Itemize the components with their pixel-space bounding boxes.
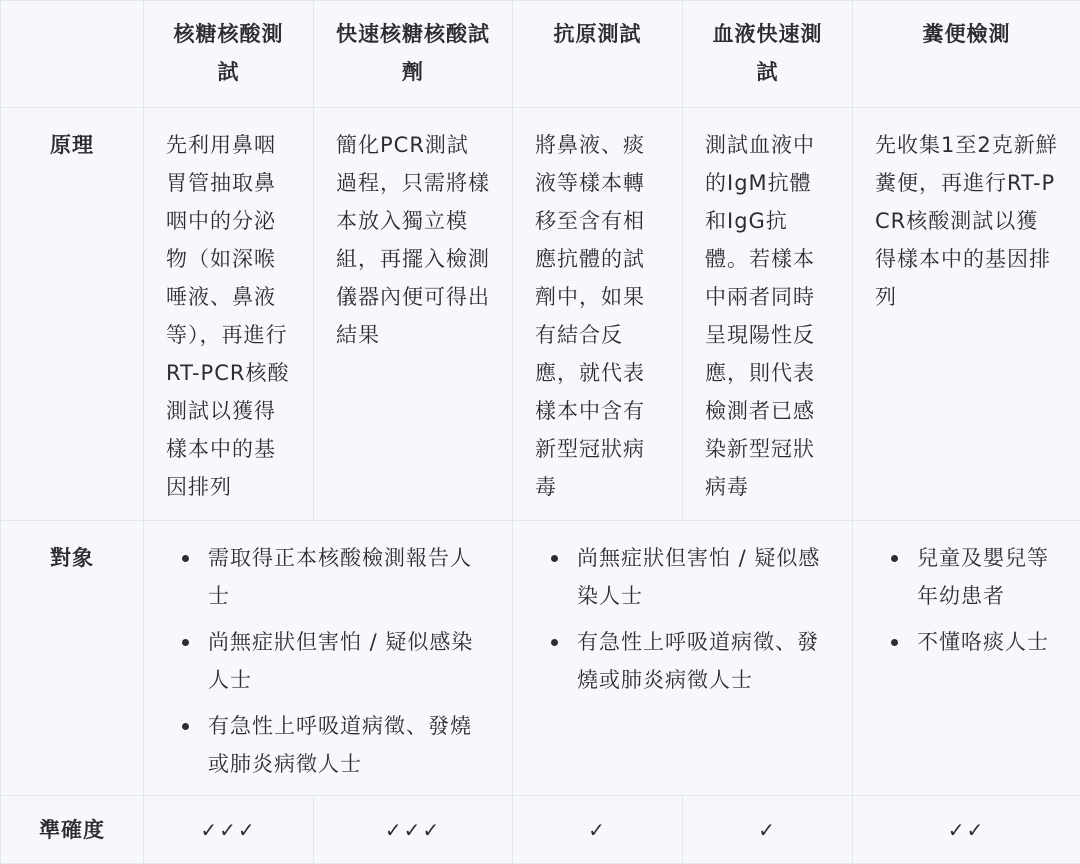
list-item-text: 尚無症狀但害怕 / 疑似感染人士 (577, 546, 820, 608)
list-item-text: 不懂咯痰人士 (917, 630, 1049, 654)
accuracy-row (1, 796, 1080, 864)
accuracy-cell-rapid-rna-kit: ✓✓✓ (314, 796, 513, 864)
bullet-icon (891, 639, 898, 646)
column-header-antigen-test: 抗原測試 (513, 1, 683, 108)
bullet-icon (182, 723, 189, 730)
principle-cell-antigen-test: 將鼻液、痰液等樣本轉移至含有相應抗體的試劑中，如果有結合反應，就代表樣本中含有新型冠狀病毒 (513, 108, 683, 521)
bullet-icon (551, 639, 558, 646)
list-item-text: 需取得正本核酸檢測報告人士 (208, 546, 472, 608)
target-list-rna-tests (172, 539, 488, 783)
column-header-rapid-rna-kit: 快速核糖核酸試劑 (314, 1, 513, 108)
list-item (881, 623, 1056, 661)
principle-row (1, 108, 1080, 521)
accuracy-cell-rna-test: ✓✓✓ (144, 796, 314, 864)
list-item (172, 539, 488, 615)
bullet-icon (891, 555, 898, 562)
corner-cell (1, 1, 144, 108)
target-cell-antigen-blood (513, 521, 853, 796)
accuracy-cell-stool-test: ✓✓ (853, 796, 1080, 864)
column-header-stool-test: 糞便檢測 (853, 1, 1080, 108)
list-item (541, 539, 828, 615)
list-item (172, 623, 488, 699)
target-row (1, 521, 1080, 796)
accuracy-cell-blood-rapid-test: ✓ (683, 796, 853, 864)
list-item-text: 有急性上呼吸道病徵、發燒或肺炎病徵人士 (208, 714, 472, 776)
header-row (1, 1, 1080, 108)
bullet-icon (551, 555, 558, 562)
accuracy-cell-antigen-test: ✓ (513, 796, 683, 864)
target-cell-rna-tests (144, 521, 513, 796)
list-item-text: 兒童及嬰兒等年幼患者 (917, 546, 1049, 608)
target-list-antigen-blood (541, 539, 828, 699)
principle-cell-stool-test: 先收集1至2克新鮮糞便，再進行RT-PCR核酸測試以獲得樣本中的基因排列 (853, 108, 1080, 521)
list-item (541, 623, 828, 699)
list-item-text: 有急性上呼吸道病徵、發燒或肺炎病徵人士 (577, 630, 819, 692)
list-item-text: 尚無症狀但害怕 / 疑似感染人士 (208, 630, 473, 692)
principle-cell-rapid-rna-kit: 簡化PCR測試過程，只需將樣本放入獨立模組，再擺入檢測儀器內便可得出結果 (314, 108, 513, 521)
column-header-blood-rapid-test: 血液快速測試 (683, 1, 853, 108)
row-header-target: 對象 (1, 521, 144, 796)
list-item (881, 539, 1056, 615)
target-cell-stool-test (853, 521, 1080, 796)
list-item (172, 707, 488, 783)
principle-cell-blood-rapid-test: 測試血液中的IgM抗體和IgG抗體。若樣本中兩者同時呈現陽性反應，則代表檢測者已感染新型冠狀病毒 (683, 108, 853, 521)
bullet-icon (182, 639, 189, 646)
row-header-principle: 原理 (1, 108, 144, 521)
bullet-icon (182, 555, 189, 562)
row-header-accuracy: 準確度 (1, 796, 144, 864)
column-header-rna-test: 核糖核酸測試 (144, 1, 314, 108)
target-list-stool-test (881, 539, 1056, 661)
principle-cell-rna-test: 先利用鼻咽胃管抽取鼻咽中的分泌物（如深喉唾液、鼻液等），再進行RT-PCR核酸測試以獲得樣本中的基因排列 (144, 108, 314, 521)
